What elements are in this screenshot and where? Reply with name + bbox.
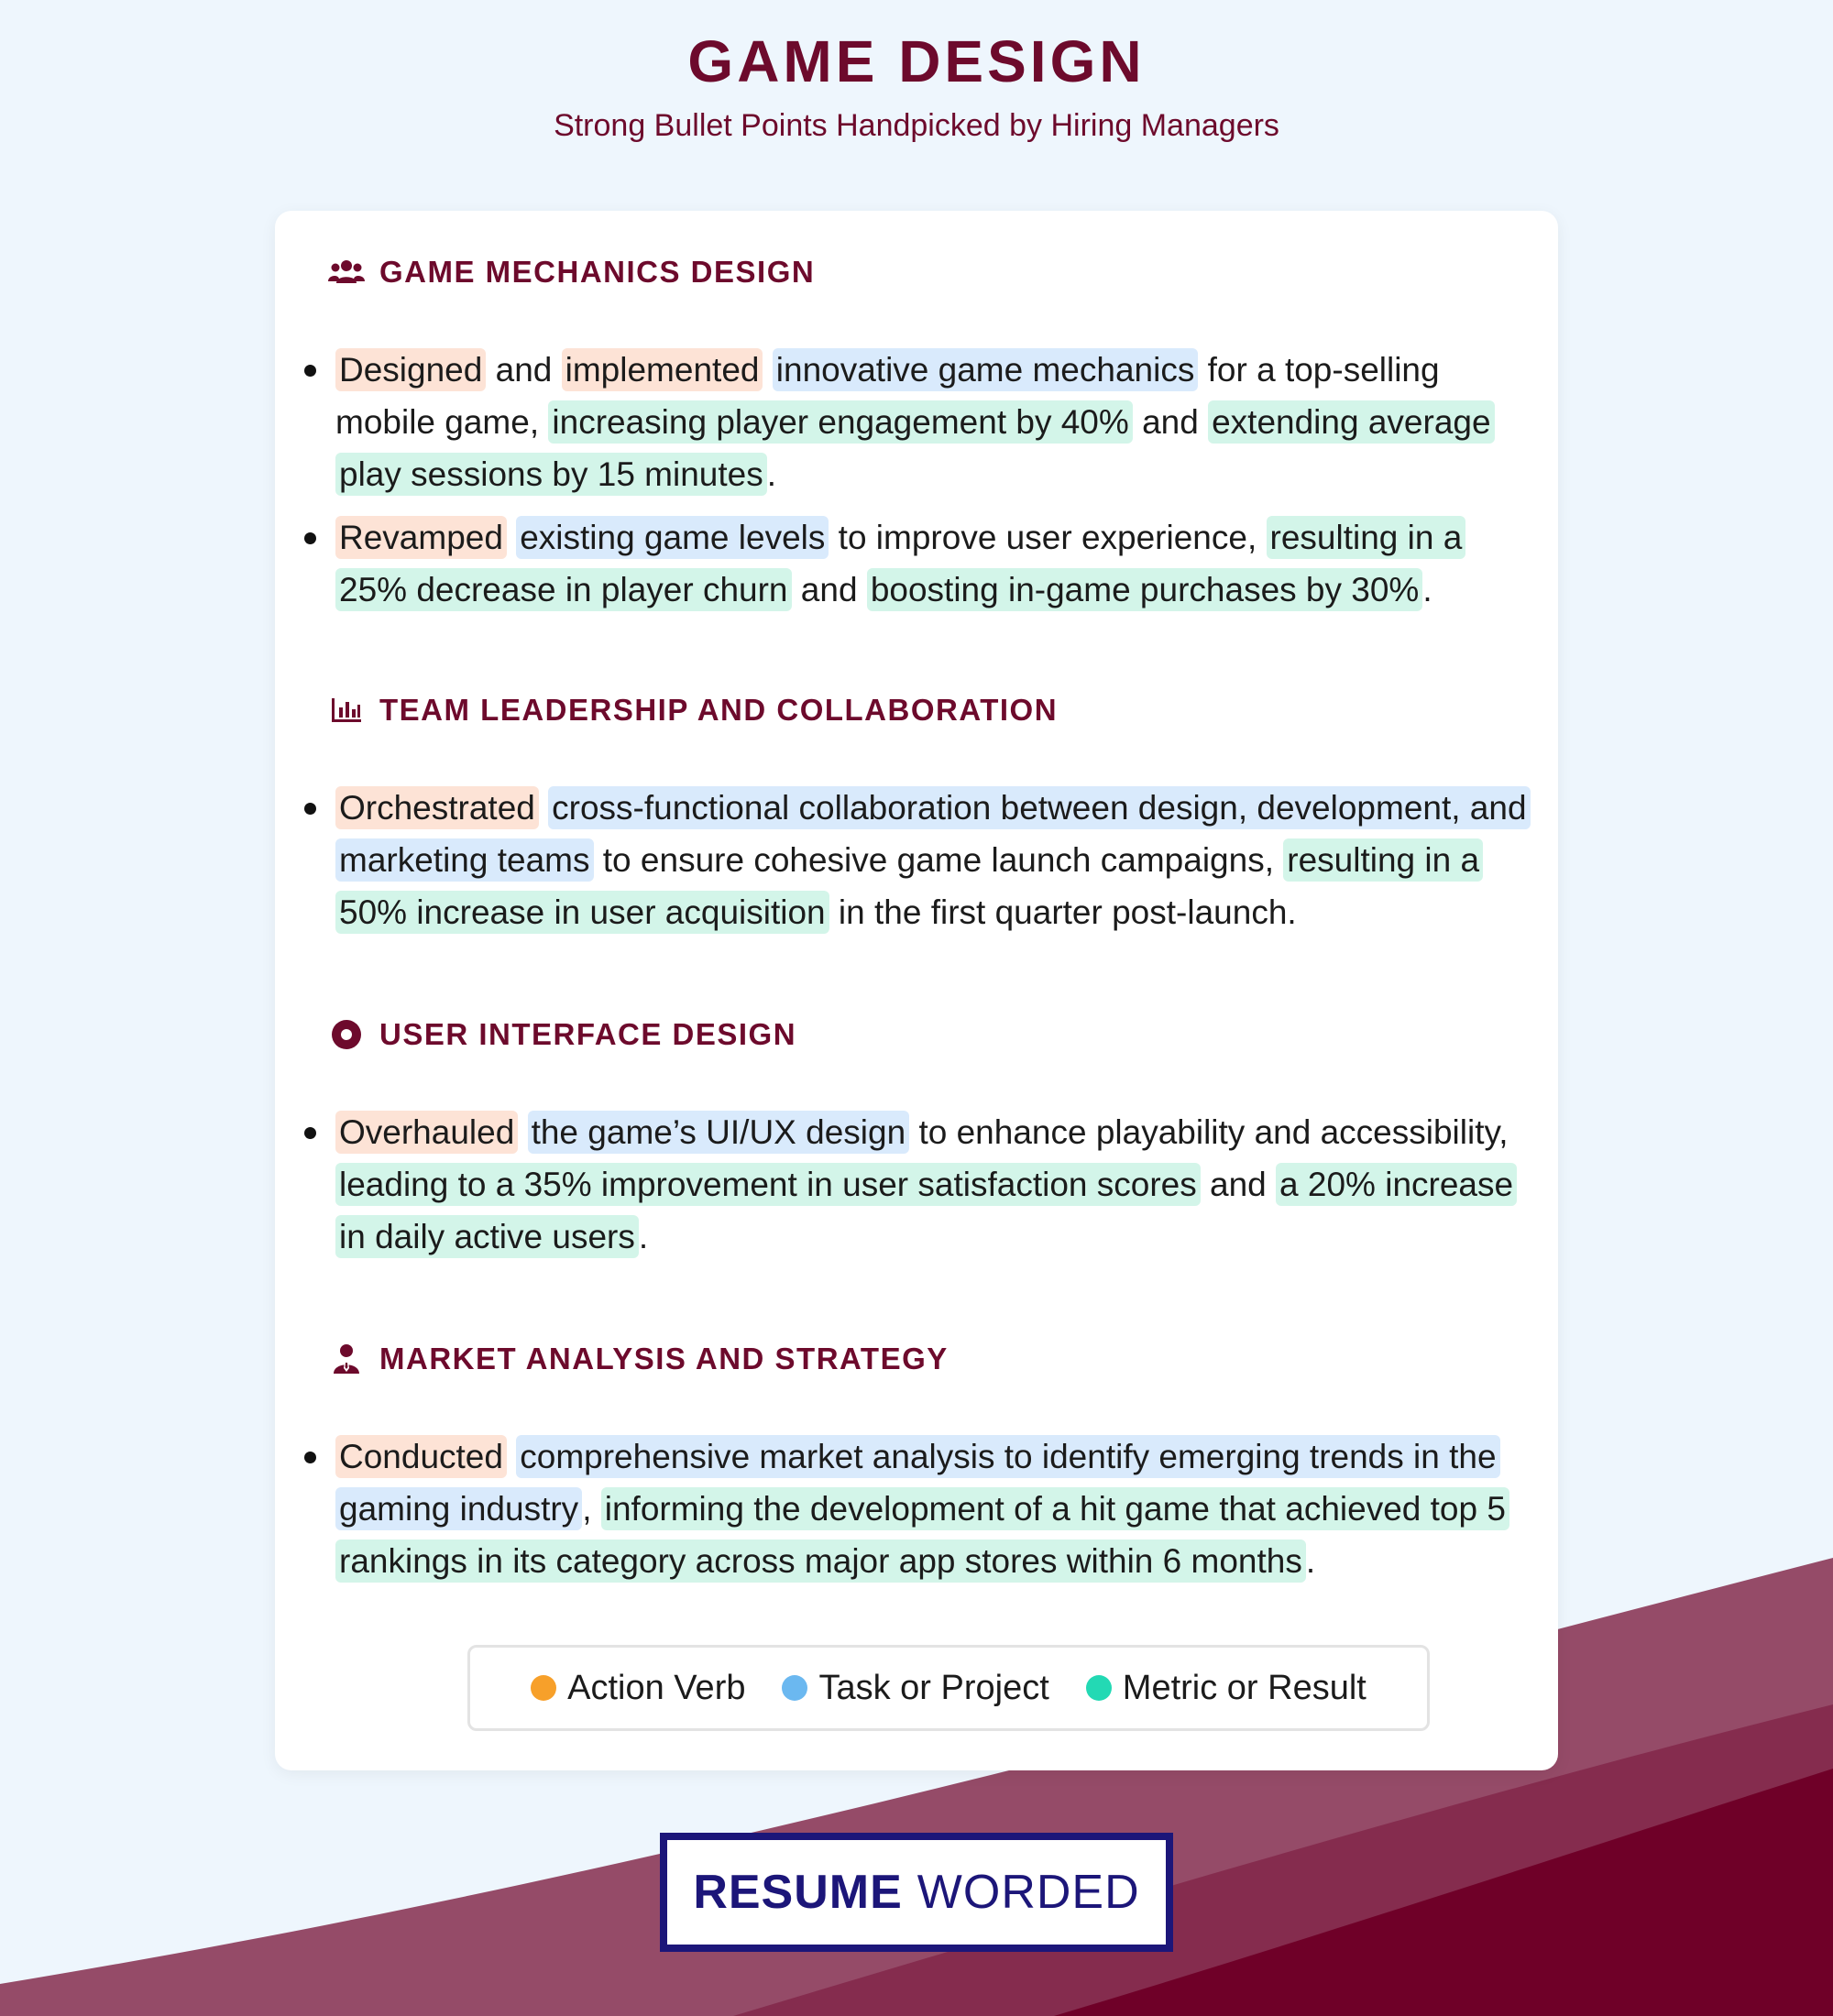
bullet-points-card (275, 211, 1558, 1770)
bullet-item (335, 1106, 1527, 1263)
bullet-text (507, 519, 516, 556)
metric-highlight: leading to a 35% improvement in user satisfaction scores (335, 1163, 1201, 1206)
bullet-item (335, 782, 1527, 938)
target-circle-icon (328, 1016, 365, 1053)
bullet-text: . (638, 1218, 649, 1255)
bullet-list (335, 782, 1527, 949)
bullet-text (763, 351, 772, 389)
action-verb-highlight: implemented (562, 348, 763, 391)
bullet-text: for a top-selling mobile game, (335, 351, 1440, 441)
legend-item-task-or-project (782, 1669, 1048, 1708)
bullet-item (335, 344, 1527, 500)
legend-label: Metric or Result (1122, 1668, 1367, 1707)
resume-worded-logo[interactable] (660, 1833, 1173, 1952)
bullet-text: and (1200, 1166, 1277, 1203)
user-tie-icon (328, 1341, 365, 1377)
legend-item-metric-or-result (1086, 1669, 1367, 1708)
bar-chart-icon (328, 692, 365, 729)
action-verb-highlight: Revamped (335, 516, 507, 559)
bullet-text: and (791, 571, 867, 608)
legend-item-action-verb (531, 1669, 745, 1708)
task-highlight: comprehensive market analysis to identify emerging trends in the gaming industry (335, 1435, 1500, 1530)
task-highlight: the game’s UI/UX design (528, 1111, 910, 1154)
metric-highlight: increasing player engagement by 40% (548, 400, 1132, 444)
bullet-text: . (1422, 571, 1432, 608)
legend-label: Action Verb (567, 1668, 746, 1707)
task-highlight: cross-functional collaboration between design, development, and marketing teams (335, 786, 1531, 882)
action-verb-highlight: Conducted (335, 1435, 507, 1478)
metric-highlight: informing the development of a hit game that achieved top 5 rankings in its category across major app stores within 6 months (335, 1487, 1509, 1583)
bullet-text (518, 1113, 527, 1151)
page-title: GAME DESIGN (687, 28, 1146, 94)
legend-label: Task or Project (818, 1668, 1049, 1707)
bullet-text: in the first quarter post-launch. (829, 893, 1297, 931)
metric-highlight: a 20% increase in daily active users (335, 1163, 1517, 1258)
bullet-list (335, 1430, 1527, 1598)
logo-text-bold: RESUME (693, 1866, 903, 1919)
teal-dot-icon (1086, 1675, 1112, 1701)
blue-dot-icon (782, 1675, 807, 1701)
bullet-text: . (766, 455, 777, 493)
bullet-text: to ensure cohesive game launch campaigns, (593, 841, 1284, 879)
bullet-text: , (582, 1490, 601, 1528)
logo-text-light: WORDED (916, 1866, 1140, 1919)
bullet-text: to enhance playability and accessibility, (909, 1113, 1509, 1151)
metric-highlight: boosting in-game purchases by 30% (867, 568, 1423, 611)
bullet-list (335, 1106, 1527, 1274)
bullet-text (507, 1438, 516, 1475)
task-highlight: existing game levels (516, 516, 829, 559)
users-icon (328, 254, 365, 290)
task-highlight: innovative game mechanics (773, 348, 1199, 391)
section-title: USER INTERFACE DESIGN (379, 1017, 797, 1051)
legend (467, 1645, 1430, 1731)
orange-dot-icon (531, 1675, 556, 1701)
bullet-item (335, 1430, 1527, 1587)
section-title: TEAM LEADERSHIP AND COLLABORATION (379, 693, 1059, 727)
metric-highlight: resulting in a 50% increase in user acquisition (335, 838, 1483, 934)
metric-highlight: resulting in a 25% decrease in player churn (335, 516, 1465, 611)
page-header (0, 27, 1833, 144)
action-verb-highlight: Overhauled (335, 1111, 518, 1154)
action-verb-highlight: Orchestrated (335, 786, 539, 829)
section-title: GAME MECHANICS DESIGN (379, 255, 816, 289)
bullet-text: . (1305, 1542, 1316, 1580)
bullet-item (335, 511, 1527, 616)
bullet-text: and (486, 351, 562, 389)
bullet-list (335, 344, 1527, 627)
bullet-text (539, 789, 548, 827)
bullet-text: to improve user experience, (829, 519, 1267, 556)
section-title: MARKET ANALYSIS AND STRATEGY (379, 1342, 949, 1375)
page-subtitle: Strong Bullet Points Handpicked by Hiring Managers (554, 108, 1279, 143)
metric-highlight: extending average play sessions by 15 minutes (335, 400, 1495, 496)
action-verb-highlight: Designed (335, 348, 486, 391)
bullet-text: and (1132, 403, 1209, 441)
